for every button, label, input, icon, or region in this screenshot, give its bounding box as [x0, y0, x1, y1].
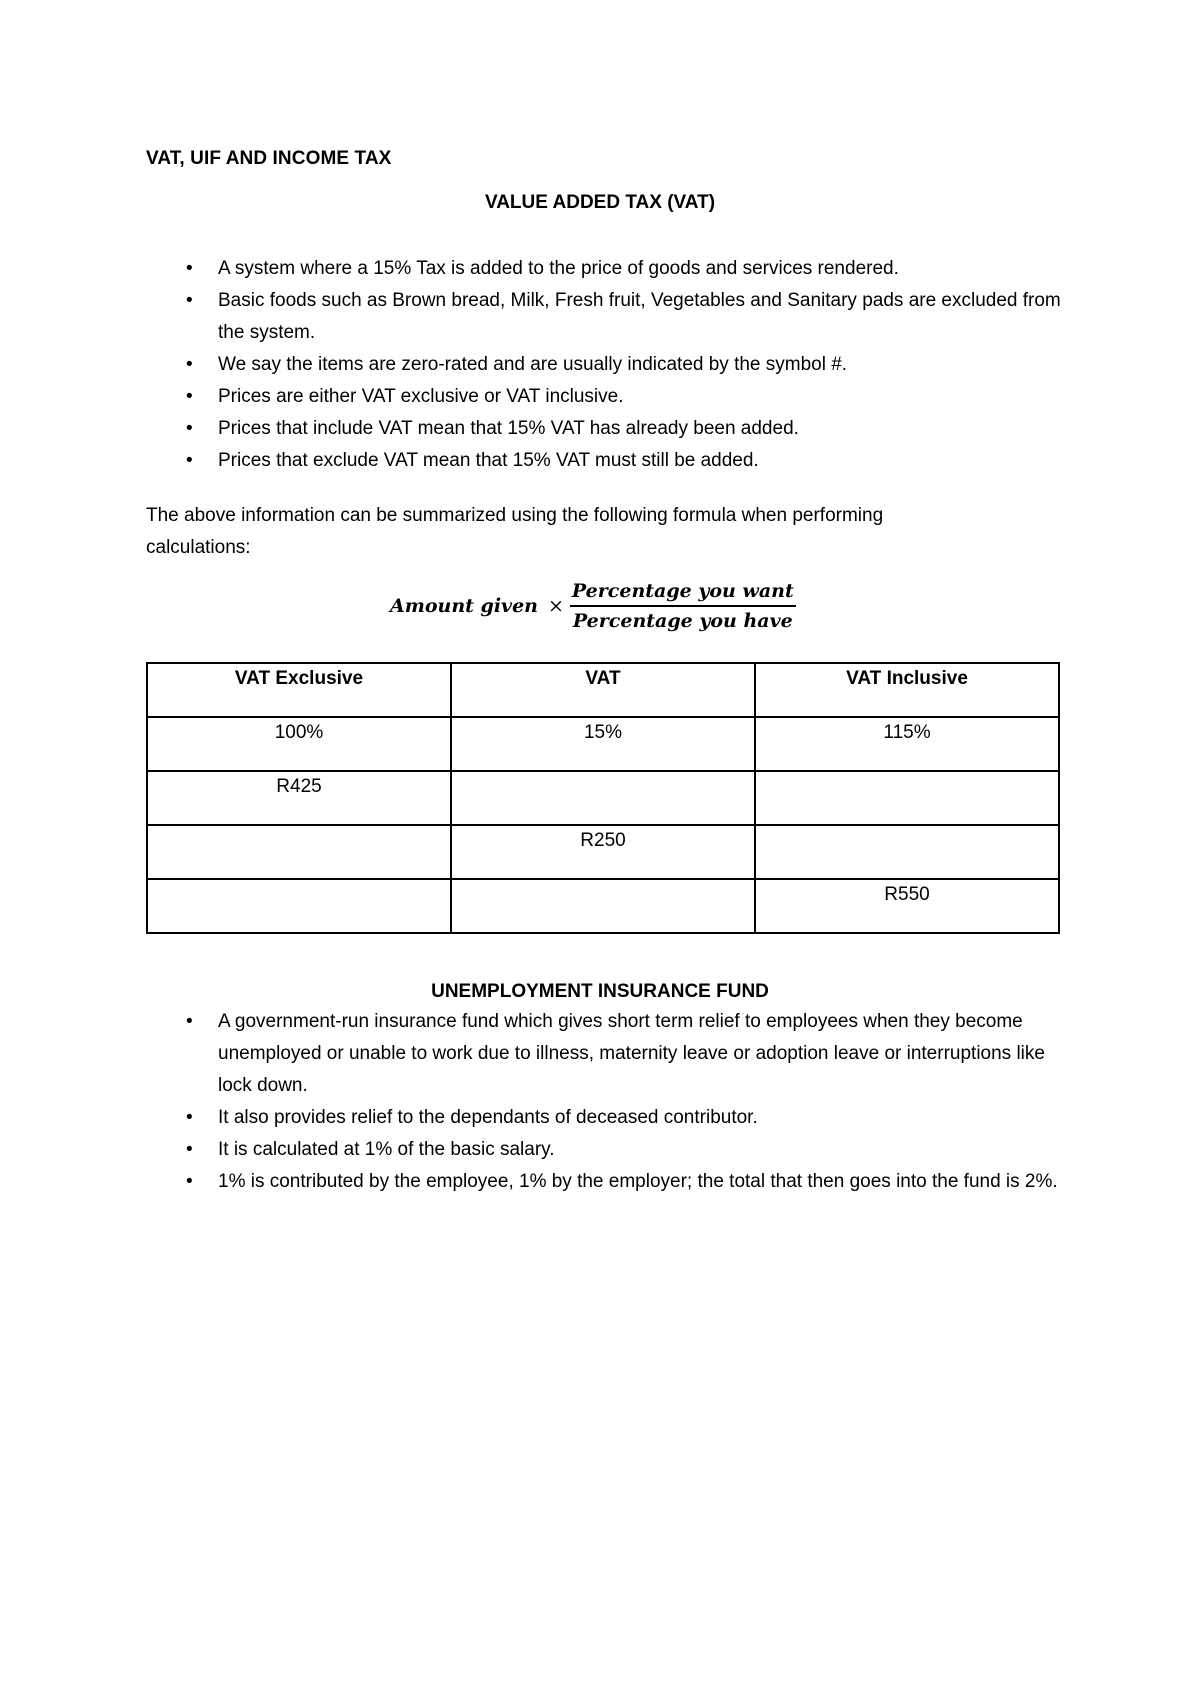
bullet-icon: •: [186, 1107, 193, 1128]
bullet-icon: •: [186, 290, 193, 311]
bullet-icon: •: [186, 1139, 193, 1160]
list-item: • 1% is contributed by the employee, 1% by the employer; the total that then goes into the fund is 2%.: [146, 1166, 1066, 1198]
table-row: [147, 825, 1059, 879]
table-row: [147, 771, 1059, 825]
list-item: • Basic foods such as Brown bread, Milk, Fresh fruit, Vegetables and Sanitary pads are excluded from the system.: [146, 285, 1066, 349]
list-item: • Prices are either VAT exclusive or VAT inclusive.: [146, 381, 1066, 413]
vat-table: [146, 662, 1060, 934]
header-vat: VAT: [451, 663, 755, 717]
table-row: [147, 717, 1059, 771]
table-cell: 115%: [755, 717, 1059, 771]
bullet-icon: •: [186, 354, 193, 375]
vat-formula: [390, 580, 796, 632]
table-cell: [451, 771, 755, 825]
formula-numerator: Percentage you want: [570, 580, 796, 607]
table-cell: 15%: [451, 717, 755, 771]
document-title: VAT, UIF AND INCOME TAX: [146, 148, 392, 169]
formula-fraction: [570, 580, 796, 632]
list-item: • A system where a 15% Tax is added to the price of goods and services rendered.: [146, 253, 1066, 285]
table-cell: 100%: [147, 717, 451, 771]
table-cell: [755, 825, 1059, 879]
formula-intro-paragraph: The above information can be summarized using the following formula when performing calculations:: [146, 505, 884, 558]
table-cell: [755, 771, 1059, 825]
header-vat-inclusive: VAT Inclusive: [755, 663, 1059, 717]
vat-bullet-list: [146, 253, 1066, 477]
table-row: [147, 879, 1059, 933]
uif-heading: UNEMPLOYMENT INSURANCE FUND: [431, 981, 769, 1002]
table-cell: [147, 825, 451, 879]
table-cell: R550: [755, 879, 1059, 933]
table-cell: R250: [451, 825, 755, 879]
list-item: • Prices that exclude VAT mean that 15% VAT must still be added.: [146, 445, 1066, 477]
bullet-icon: •: [186, 1011, 193, 1032]
table-cell: R425: [147, 771, 451, 825]
uif-bullet-list: [146, 1006, 1066, 1198]
list-item: • We say the items are zero-rated and are usually indicated by the symbol #.: [146, 349, 1066, 381]
list-item: • Prices that include VAT mean that 15% VAT has already been added.: [146, 413, 1066, 445]
formula-amount-given: Amount given: [390, 595, 538, 617]
bullet-icon: •: [186, 258, 193, 279]
list-item: • It also provides relief to the dependants of deceased contributor.: [146, 1102, 1066, 1134]
table-cell: [147, 879, 451, 933]
header-vat-exclusive: VAT Exclusive: [147, 663, 451, 717]
list-item: • A government-run insurance fund which gives short term relief to employees when they become unemployed or unable to work due to illness, maternity leave or adoption leave or interruptions like lock down.: [146, 1006, 1066, 1102]
formula-denominator: Percentage you have: [572, 610, 793, 632]
formula-multiply-sign: ×: [547, 595, 564, 617]
bullet-icon: •: [186, 450, 193, 471]
list-item: • It is calculated at 1% of the basic salary.: [146, 1134, 1066, 1166]
bullet-icon: •: [186, 1171, 193, 1192]
bullet-icon: •: [186, 418, 193, 439]
table-header-row: [147, 663, 1059, 717]
bullet-icon: •: [186, 386, 193, 407]
table-cell: [451, 879, 755, 933]
vat-heading: VALUE ADDED TAX (VAT): [484, 192, 716, 213]
